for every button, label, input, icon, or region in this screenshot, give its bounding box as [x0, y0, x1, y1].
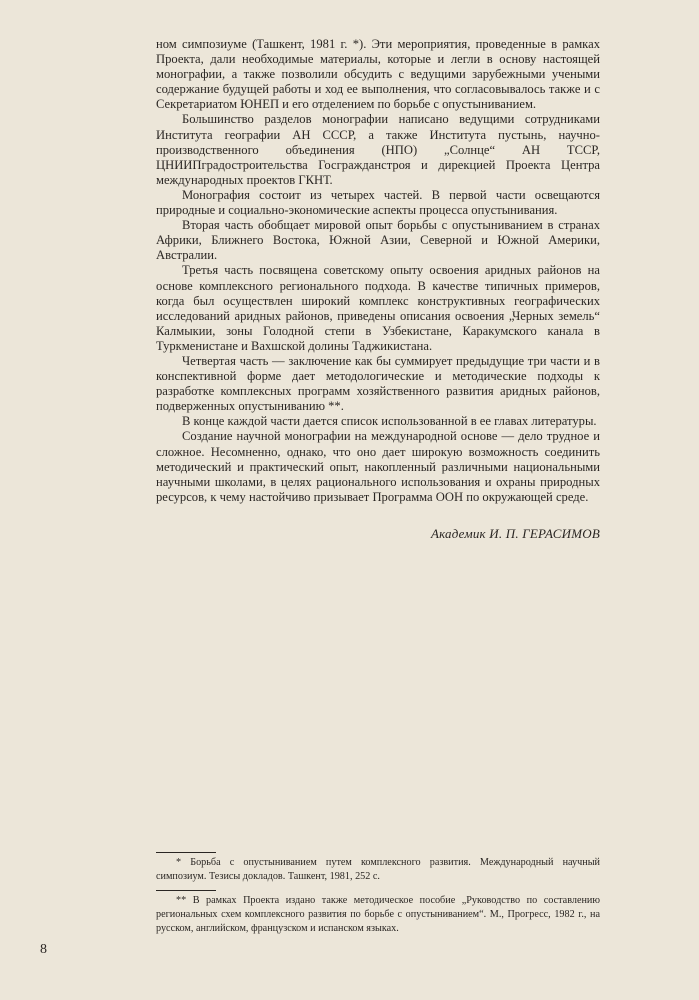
footnote-rule: [156, 890, 216, 891]
footnote-2: ** В рамках Проекта издано также методическое пособие „Руководство по составлению региональных схем комплексного развития по борьбе с опустыниванием“. М., Прогресс, 1982 г., на русском, английском, французском и испанском языках.: [156, 895, 600, 934]
paragraph: Третья часть посвящена советскому опыту освоения аридных районов на основе комплексного регионального подхода. В качестве типичных примеров, когда был осуществлен широкий комплекс конструктивных географических исследований аридных районов, приведены описания освоения „Черных земель“ Калмыкии, зоны Голодной степи в Узбекистане, Каракумского канала в Туркменистане и Вахшской долины Таджикистана.: [156, 263, 600, 353]
main-text: [156, 37, 600, 505]
footnote-rule: [156, 852, 216, 853]
paragraph: Большинство разделов монографии написано ведущими сотрудниками Института географии АН СССР, а также Института пустынь, научно-производственного объединения (НПО) „Солнце“ АН ТССР, ЦНИИПградостроительства Госгражданстроя и дирекцией Проекта Центра международных проектов ГКНТ.: [156, 112, 600, 187]
paragraph: Монография состоит из четырех частей. В первой части освещаются природные и социально-экономические аспекты процесса опустынивания.: [156, 187, 600, 218]
page-number: 8: [40, 942, 47, 957]
footnote-1: * Борьба с опустыниванием путем комплексного развития. Международный научный симпозиум. Тезисы докладов. Ташкент, 1981, 252 с.: [156, 857, 600, 882]
paragraph: Четвертая часть — заключение как бы суммирует предыдущие три части и в конспективной форме дает методологические и методические подходы к разработке комплексных программ хозяйственного развития аридных районов, подверженных опустыниванию **.: [156, 353, 600, 414]
paragraph: Вторая часть обобщает мировой опыт борьбы с опустыниванием в странах Африки, Ближнего Востока, Южной Азии, Северной и Южной Америки, Австралии.: [156, 218, 600, 263]
paragraph: Создание научной монографии на международной основе — дело трудное и сложное. Несомненно, однако, что оно дает широкую возможность соединить методический и практический опыт, накопленный различными национальными научными школами, в целях рационального использования и охраны природных ресурсов, к чему настойчиво призывает Программа ООН по окружающей среде.: [156, 429, 600, 504]
paragraph: В конце каждой части дается список использованной в ее главах литературы.: [182, 414, 597, 429]
paragraph: ном симпозиуме (Ташкент, 1981 г. *). Эти мероприятия, проведенные в рамках Проекта, дали необходимые материалы, которые и легли в основу настоящей монографии, а также позволили обсудить с ведущими зарубежными учеными содержание будущей работы и ход ее выполнения, что согласовывалось также и с Секретариатом ЮНЕП и его отделением по борьбе с опустыниванием.: [156, 37, 600, 112]
author-signature: Академик И. П. ГЕРАСИМОВ: [430, 526, 600, 541]
